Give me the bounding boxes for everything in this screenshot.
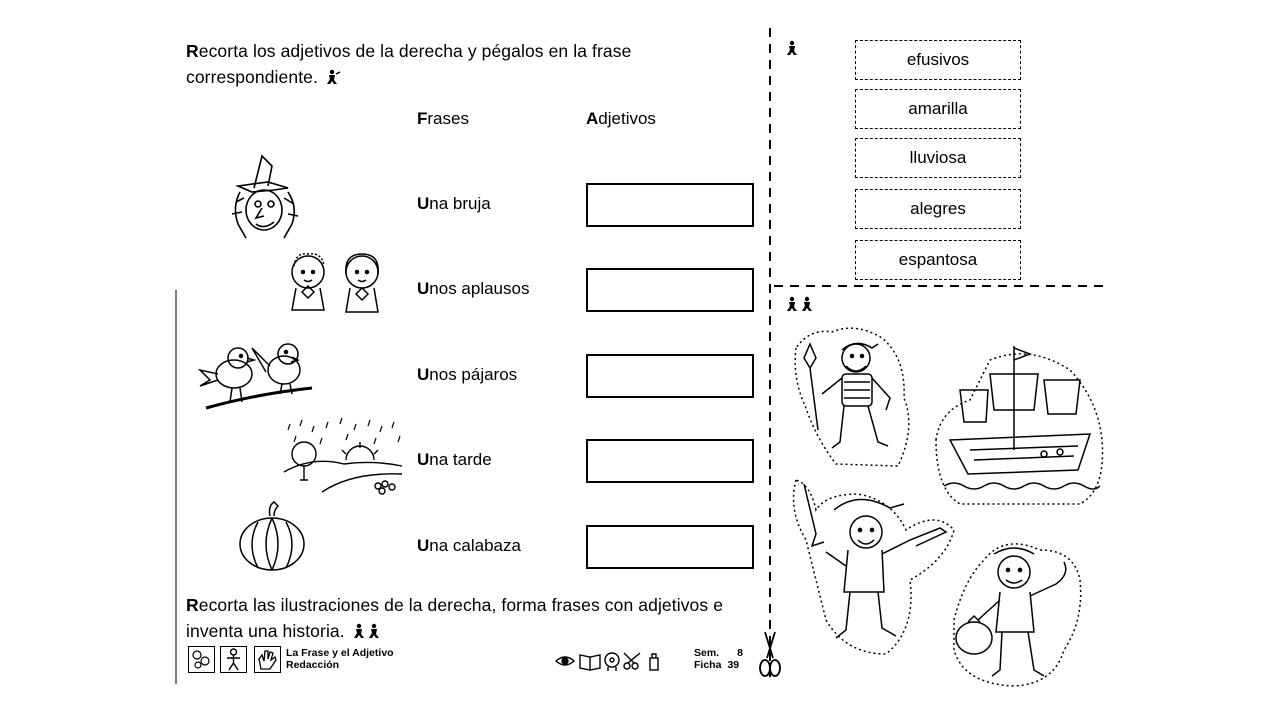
instruction-initial: R xyxy=(186,41,199,61)
adjective-blank-box[interactable] xyxy=(586,439,754,483)
week-value: 8 xyxy=(737,647,743,659)
difficulty-icon xyxy=(786,296,816,312)
phrase-item: Unos pájaros xyxy=(417,365,518,384)
worksheet xyxy=(174,20,1126,688)
phrase-item: Unos aplausos xyxy=(417,279,530,298)
phrase-item: Una tarde xyxy=(417,450,492,469)
clapping-children-icon xyxy=(282,248,392,328)
sheet-label: Ficha xyxy=(694,659,722,671)
phrase-item: Una calabaza xyxy=(417,536,521,555)
adjective-card[interactable]: alegres xyxy=(855,189,1021,229)
witch-icon xyxy=(218,152,308,242)
week-label: Sem. xyxy=(694,647,720,659)
adjective-blank-box[interactable] xyxy=(586,354,754,398)
adjective-card[interactable]: efusivos xyxy=(855,40,1021,80)
skill-icon-box xyxy=(220,646,247,673)
adjective-blank-box[interactable] xyxy=(586,268,754,312)
pumpkin-icon xyxy=(236,498,308,574)
pirate-with-hook-icon[interactable] xyxy=(944,520,1094,690)
head-icon xyxy=(605,653,619,671)
pirate-with-shovel-icon[interactable] xyxy=(786,318,926,468)
skill-icon-box xyxy=(254,646,281,673)
adjective-card[interactable]: lluviosa xyxy=(855,138,1021,178)
body-icon xyxy=(221,647,246,672)
rainy-landscape-icon xyxy=(282,416,404,496)
pirate-with-sword-icon[interactable] xyxy=(786,470,956,660)
adjective-card[interactable]: espantosa xyxy=(855,240,1021,280)
adjective-blank-box[interactable] xyxy=(586,183,754,227)
phrases-header: Frases xyxy=(417,109,469,128)
adjective-blank-box[interactable] xyxy=(586,525,754,569)
bottom-instruction xyxy=(186,592,756,644)
footer-topic xyxy=(286,647,394,671)
skill-icon-box xyxy=(188,646,215,673)
phrase-item: Una bruja xyxy=(417,194,491,213)
instruction-initial: R xyxy=(186,595,199,615)
instruction-text: ecorta los adjetivos de la derecha y pégalos en la frase correspondiente. xyxy=(186,41,632,87)
top-instruction xyxy=(186,38,756,90)
pirate-ship-icon[interactable] xyxy=(930,340,1110,510)
sheet-value: 39 xyxy=(727,659,740,671)
hand-icon xyxy=(255,647,280,672)
instruction-text: ecorta las ilustraciones de la derecha, forma frases con adjetivos e inventa una historia. xyxy=(186,595,724,641)
topic-title: La Frase y el Adjetivo xyxy=(286,647,394,659)
birds-icon xyxy=(196,330,314,412)
book-icon xyxy=(580,655,600,670)
scissors-cut-icon xyxy=(757,628,783,680)
spirals-icon xyxy=(189,647,214,672)
footer-sheet-info xyxy=(694,647,743,671)
glue-icon xyxy=(650,654,658,670)
activity-icons xyxy=(554,650,684,672)
difficulty-icon xyxy=(786,40,802,56)
topic-subtitle: Redacción xyxy=(286,659,340,671)
difficulty-icon xyxy=(353,623,383,639)
scissors-icon xyxy=(624,653,640,669)
adjective-card[interactable]: amarilla xyxy=(855,89,1021,129)
adjectives-header: Adjetivos xyxy=(586,109,656,128)
eye-icon xyxy=(556,657,574,665)
difficulty-icon xyxy=(326,69,342,85)
